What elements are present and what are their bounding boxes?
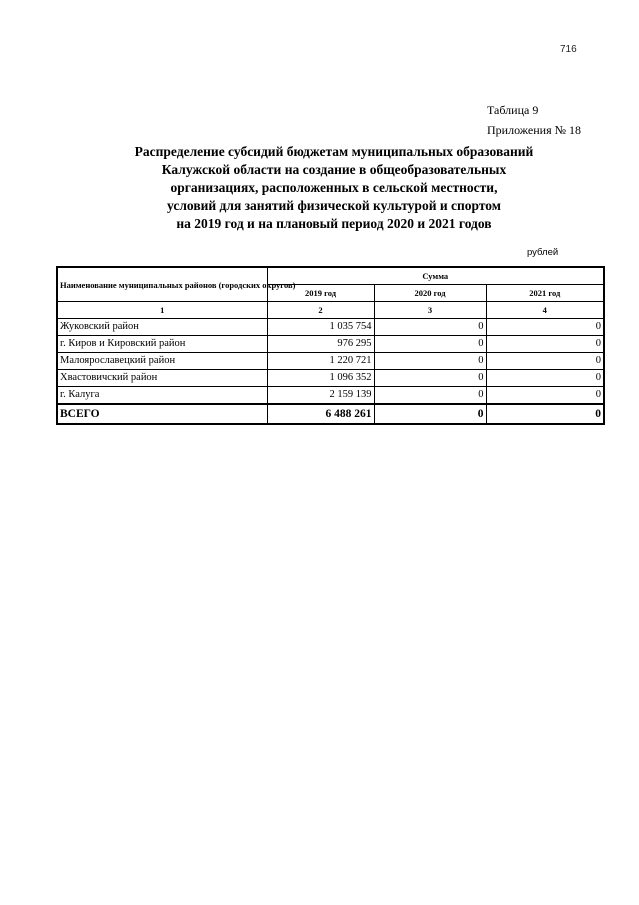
district-name: Жуковский район [57, 319, 267, 336]
total-label: ВСЕГО [57, 404, 267, 424]
header-sum: Сумма [267, 267, 604, 285]
table-reference [487, 100, 581, 140]
district-name: Малоярославецкий район [57, 353, 267, 370]
amount-2021: 0 [486, 387, 604, 405]
amount-2019: 1 220 721 [267, 353, 374, 370]
header-year-2019: 2019 год [267, 285, 374, 302]
table-row [57, 387, 604, 405]
header-index-4: 4 [486, 302, 604, 319]
total-2019: 6 488 261 [267, 404, 374, 424]
amount-2019: 1 096 352 [267, 370, 374, 387]
title-line: Калужской области на создание в общеобразовательных [161, 162, 507, 177]
title-line: на 2019 год и на плановый период 2020 и 2021 годов [176, 216, 492, 231]
table-label: Таблица 9 [487, 103, 539, 117]
amount-2021: 0 [486, 336, 604, 353]
amount-2021: 0 [486, 319, 604, 336]
amount-2019: 1 035 754 [267, 319, 374, 336]
amount-2020: 0 [374, 370, 486, 387]
title-line: Распределение субсидий бюджетам муниципальных образований [134, 144, 534, 159]
amount-2019: 976 295 [267, 336, 374, 353]
amount-2020: 0 [374, 387, 486, 405]
header-year-2020: 2020 год [374, 285, 486, 302]
amount-2021: 0 [486, 370, 604, 387]
document-title [60, 143, 608, 233]
subsidy-table [56, 266, 605, 425]
amount-2021: 0 [486, 353, 604, 370]
amount-2020: 0 [374, 319, 486, 336]
district-name: г. Калуга [57, 387, 267, 405]
total-2020: 0 [374, 404, 486, 424]
district-name: г. Киров и Кировский район [57, 336, 267, 353]
table-row [57, 336, 604, 353]
district-name: Хвастовичский район [57, 370, 267, 387]
header-index-3: 3 [374, 302, 486, 319]
units-label: рублей [527, 247, 559, 258]
header-name-column: Наименование муниципальных районов (городских округов) [57, 267, 267, 302]
table-row [57, 319, 604, 336]
table-row [57, 353, 604, 370]
header-index-2: 2 [267, 302, 374, 319]
table-row [57, 370, 604, 387]
header-year-2021: 2021 год [486, 285, 604, 302]
total-2021: 0 [486, 404, 604, 424]
appendix-label: Приложения № 18 [487, 123, 582, 137]
page-number: 716 [560, 44, 577, 55]
header-index-1: 1 [57, 302, 267, 319]
amount-2020: 0 [374, 336, 486, 353]
title-line: условий для занятий физической культурой и спортом [167, 198, 501, 213]
total-row [57, 404, 604, 424]
amount-2020: 0 [374, 353, 486, 370]
title-line: организациях, расположенных в сельской местности, [170, 180, 498, 195]
amount-2019: 2 159 139 [267, 387, 374, 405]
